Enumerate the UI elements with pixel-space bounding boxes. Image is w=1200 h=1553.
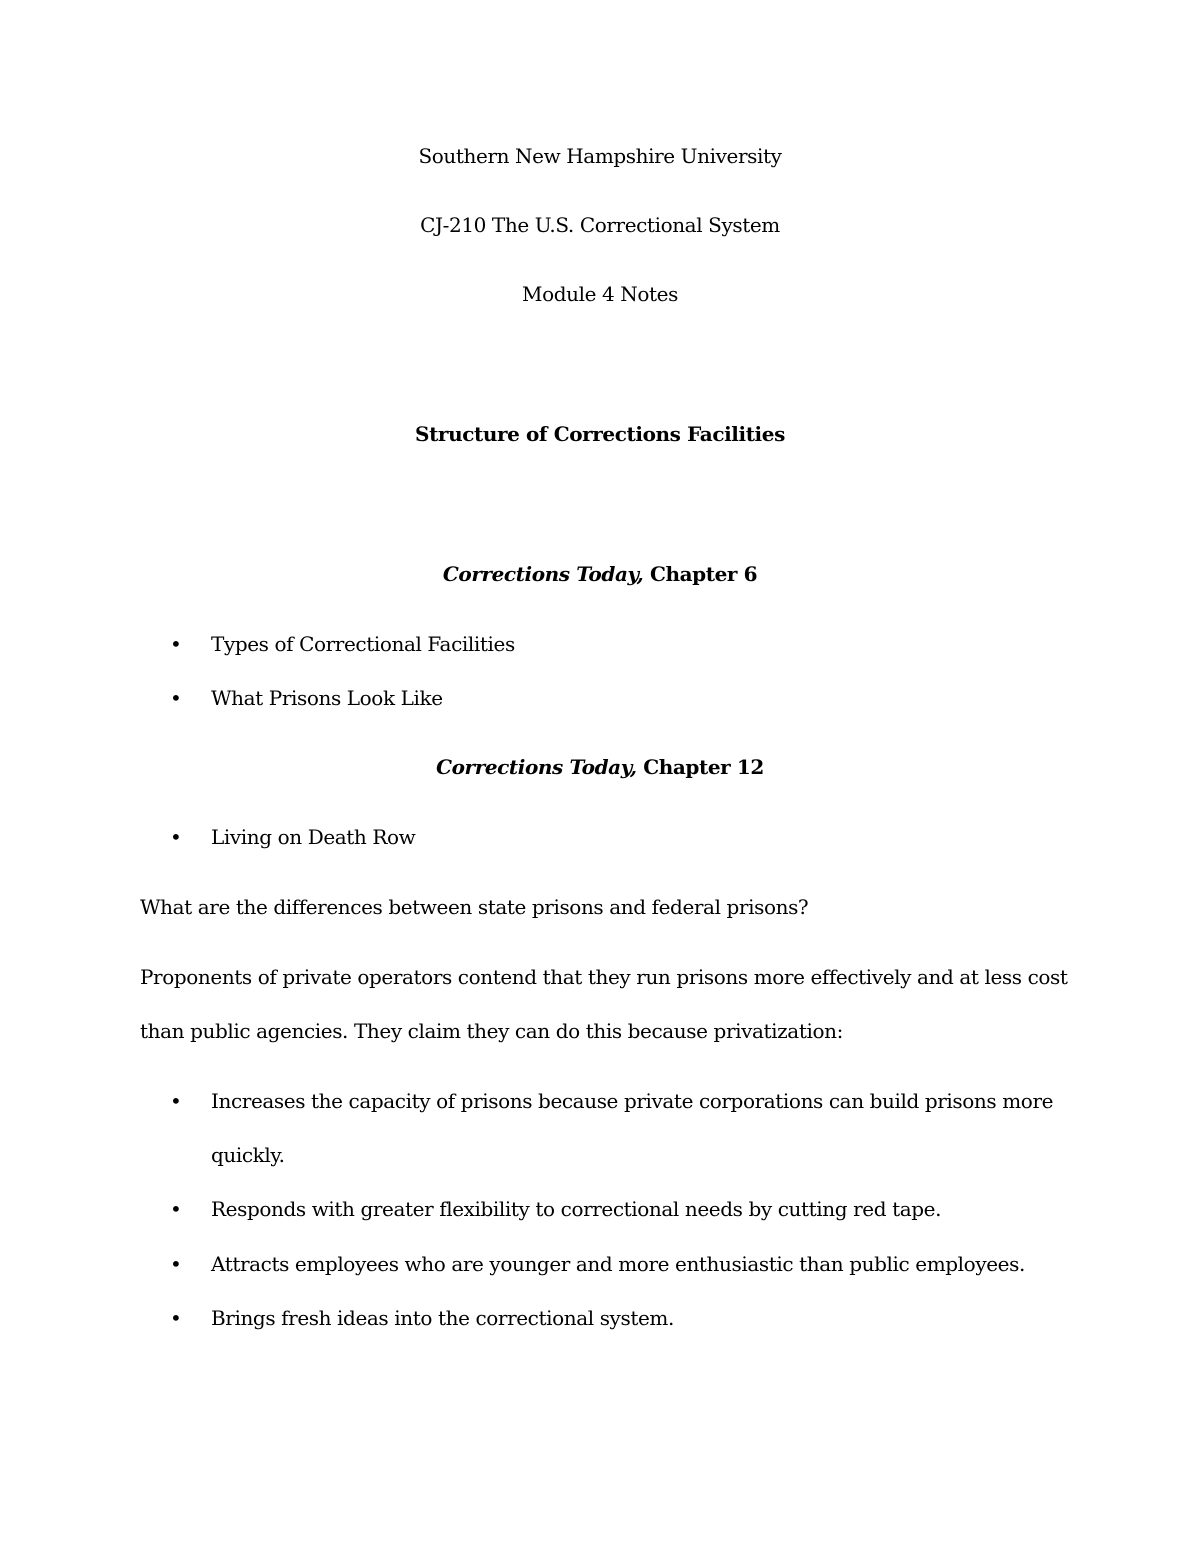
question-text: What are the differences between state prisons and federal prisons?	[140, 895, 809, 919]
chapter-label: Chapter 12	[643, 755, 764, 779]
reading-heading-chapter-12	[0, 753, 1200, 781]
bullet-icon: •	[170, 1089, 182, 1113]
list-item-text: Attracts employees who are younger and more enthusiastic than public employees.	[211, 1252, 1025, 1276]
list-item-text: Brings fresh ideas into the correctional system.	[211, 1306, 674, 1330]
bullet-icon: •	[170, 1306, 182, 1330]
bullet-icon: •	[170, 1252, 182, 1276]
list-item-text: Responds with greater flexibility to correctional needs by cutting red tape.	[211, 1197, 942, 1221]
list-item-text: quickly.	[211, 1143, 285, 1167]
chapter-label: Chapter 6	[649, 562, 758, 586]
list-item-text: Types of Correctional Facilities	[211, 632, 515, 656]
book-title: Corrections Today,	[442, 562, 644, 586]
list-item-text: What Prisons Look Like	[211, 686, 443, 710]
bullet-icon: •	[170, 632, 182, 656]
paragraph-line-2: than public agencies. They claim they can do this because privatization:	[140, 1019, 843, 1043]
reading-heading-chapter-6	[0, 560, 1200, 588]
bullet-icon: •	[170, 825, 182, 849]
section-heading: Structure of Corrections Facilities	[415, 422, 785, 446]
list-item-text: Living on Death Row	[211, 825, 416, 849]
bullet-icon: •	[170, 1197, 182, 1221]
list-item-text: Increases the capacity of prisons because private corporations can build prisons more	[211, 1089, 1054, 1113]
institution-name: Southern New Hampshire University	[418, 144, 782, 168]
bullet-icon: •	[170, 686, 182, 710]
course-title: CJ-210 The U.S. Correctional System	[420, 213, 780, 237]
module-title: Module 4 Notes	[522, 282, 678, 306]
paragraph-line-1: Proponents of private operators contend that they run prisons more effectively and at less cost	[140, 965, 1068, 989]
book-title: Corrections Today,	[436, 755, 637, 779]
